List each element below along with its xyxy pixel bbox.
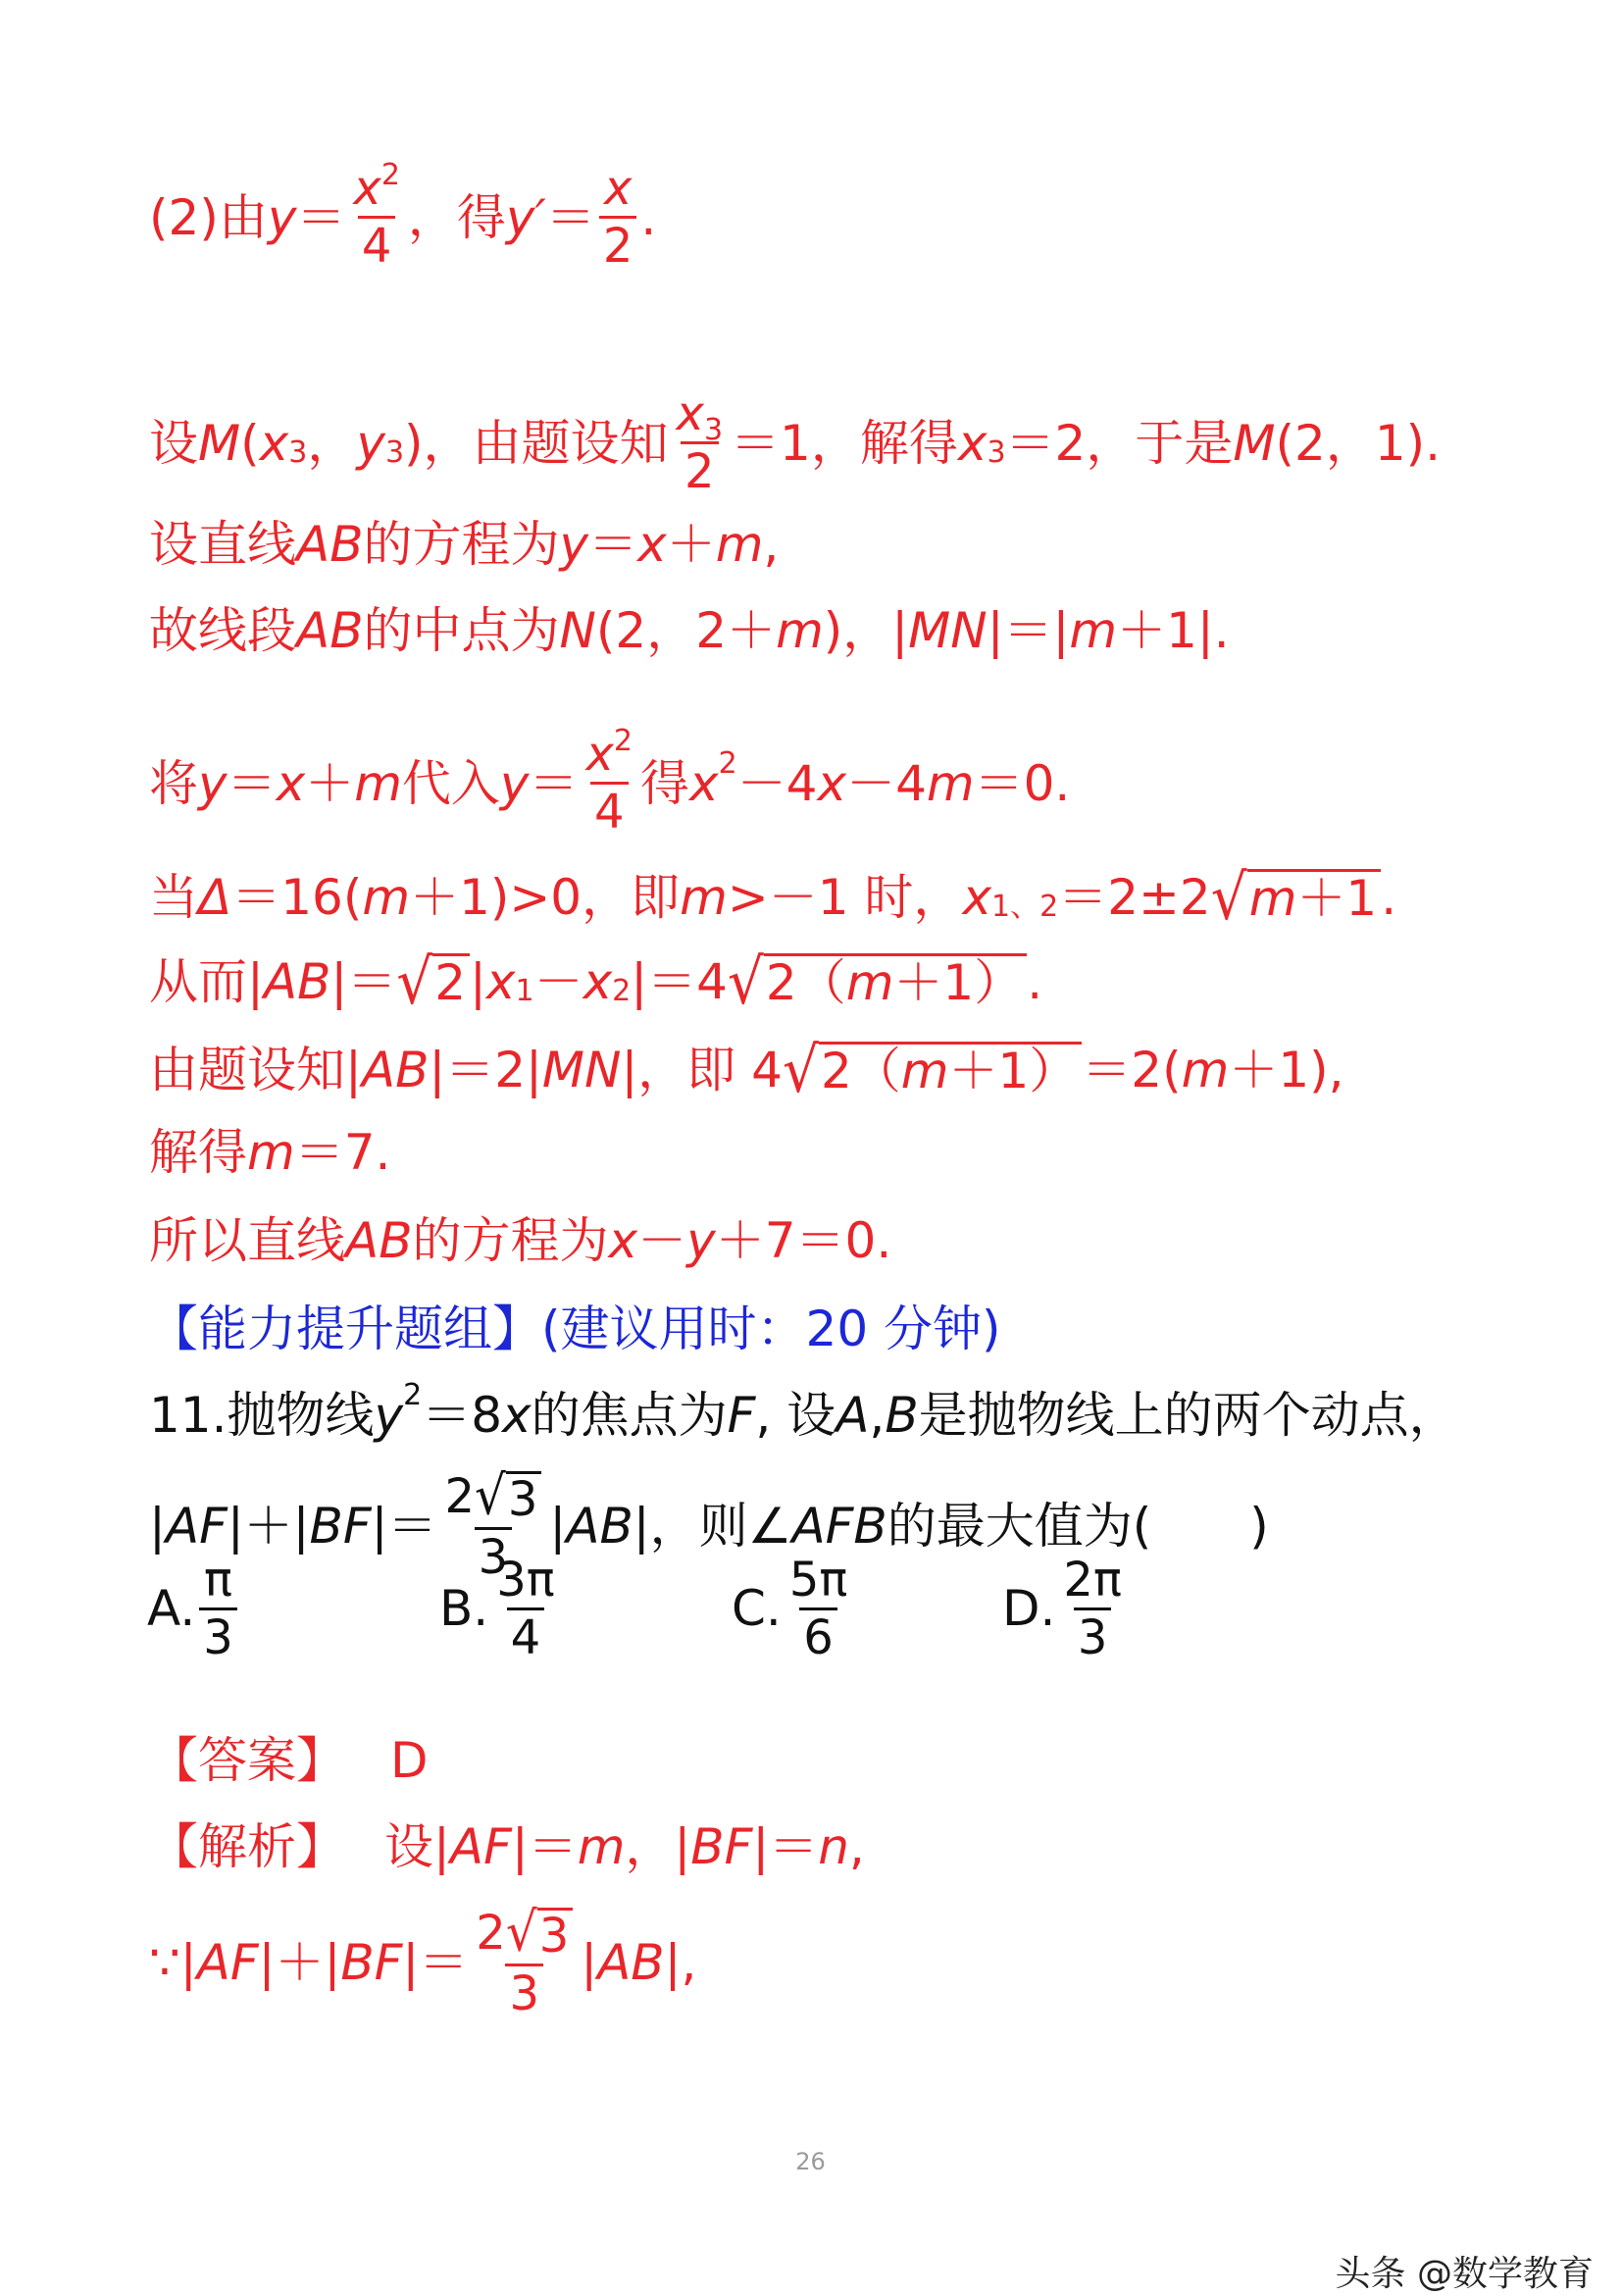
sqrt-2-m-plus-1-b: √ 2（m＋1） <box>783 1042 1082 1098</box>
radical-sign: √ <box>1210 860 1247 935</box>
question-11-line-2: | AF |＋| BF |＝ 2 √ 3 3 | AB |，则∠ AFB 的最大值为( ) <box>149 1463 1269 1585</box>
radical-sign: √ <box>783 1033 819 1107</box>
solution-line-9: 解得 m ＝7. <box>149 1124 391 1181</box>
analysis-line-2: ∵| AF |＋| BF |＝ 2 √ 3 3 | AB |, <box>149 1900 697 2021</box>
sqrt-2: √ 2 <box>396 953 470 1010</box>
fraction-x3-over-2: $\frac{x_3}{2}$ <box>676 386 724 499</box>
sqrt-3: √ 3 <box>506 1908 573 1960</box>
solution-line-10: 所以直线 AB 的方程为 x － y ＋7＝0. <box>149 1212 892 1269</box>
option-b[interactable]: B. $\frac{3\pi}{4}$ <box>439 1552 555 1665</box>
page-number: 26 <box>795 2148 826 2175</box>
solution-line-6: 当 Δ ＝16( m ＋1)>0，即 m >－1 时， x 1、2 ＝2±2 √ m＋1 . <box>149 860 1397 935</box>
radical-sign: √ <box>727 944 764 1019</box>
section-heading: 【能力提升题组】(建议用时：20 分钟) <box>149 1301 1001 1357</box>
fraction-2sqrt3-over-3-b: 2 √ 3 3 <box>472 1908 577 2017</box>
sqrt-3: √ 3 <box>475 1471 541 1523</box>
solution-line-2: 设 M ( x 3 ， y 3 )，由题设知 $\frac{x_3}{2}$ ＝1，解得 x 3 ＝2，于是 M (2，1). <box>149 386 1442 499</box>
radical-sign: √ <box>505 1900 537 1964</box>
sqrt-m-plus-1: √ m＋1 <box>1211 869 1382 926</box>
solution-line-5: 将 y ＝ x ＋ m 代入 y ＝ $\frac{x^2}{4}$ 得 x 2 －4 x －4 m ＝0. <box>149 724 1071 840</box>
solution-line-4: 故线段 AB 的中点为 N (2，2＋ m )，| MN |＝| m ＋1|. <box>149 602 1230 659</box>
analysis-line: 【解析】 设| AF |＝ m ，| BF |＝ n , <box>149 1818 865 1875</box>
radical-sign: √ <box>396 944 433 1019</box>
radical-sign: √ <box>475 1463 506 1527</box>
solution-line-7: 从而| AB |＝ √ 2 | x 1 － x 2 |＝4 √ 2（m＋1） . <box>149 944 1043 1019</box>
fraction-x2-over-4: $\frac{x^2}{4}$ <box>353 158 400 274</box>
fraction-2sqrt3-over-3: 2 √ 3 3 <box>440 1471 545 1581</box>
solution-line-3: 设直线 AB 的方程为 y ＝ x ＋ m , <box>149 516 780 573</box>
solution-line-1: (2)由 y ＝ $\frac{x^2}{4}$ ，得 y′ ＝ $\frac{x}{2}$ . <box>149 158 657 274</box>
question-11-line-1: 11.抛物线 y 2 ＝8 x 的焦点为 F , 设 A , B 是抛物线上的两个动点， <box>149 1378 1458 1444</box>
option-d[interactable]: D. $\frac{2\pi}{3}$ <box>1002 1552 1122 1665</box>
option-c[interactable]: C. $\frac{5\pi}{6}$ <box>732 1552 848 1665</box>
fraction-x-over-2: $\frac{x}{2}$ <box>599 165 637 270</box>
answer-line: 【答案】 D <box>149 1732 429 1789</box>
sqrt-2-m-plus-1: √ 2（m＋1） <box>728 953 1027 1010</box>
fraction-x2-over-4-b: $\frac{x^2}{4}$ <box>585 724 633 840</box>
option-a[interactable]: A. $\frac{\pi}{3}$ <box>147 1556 241 1661</box>
solution-line-8: 由题设知| AB |＝2| MN |，即 4 √ 2（m＋1） ＝2( m ＋1), <box>149 1033 1344 1107</box>
watermark: 头条 @数学教育 <box>1335 2254 1594 2294</box>
